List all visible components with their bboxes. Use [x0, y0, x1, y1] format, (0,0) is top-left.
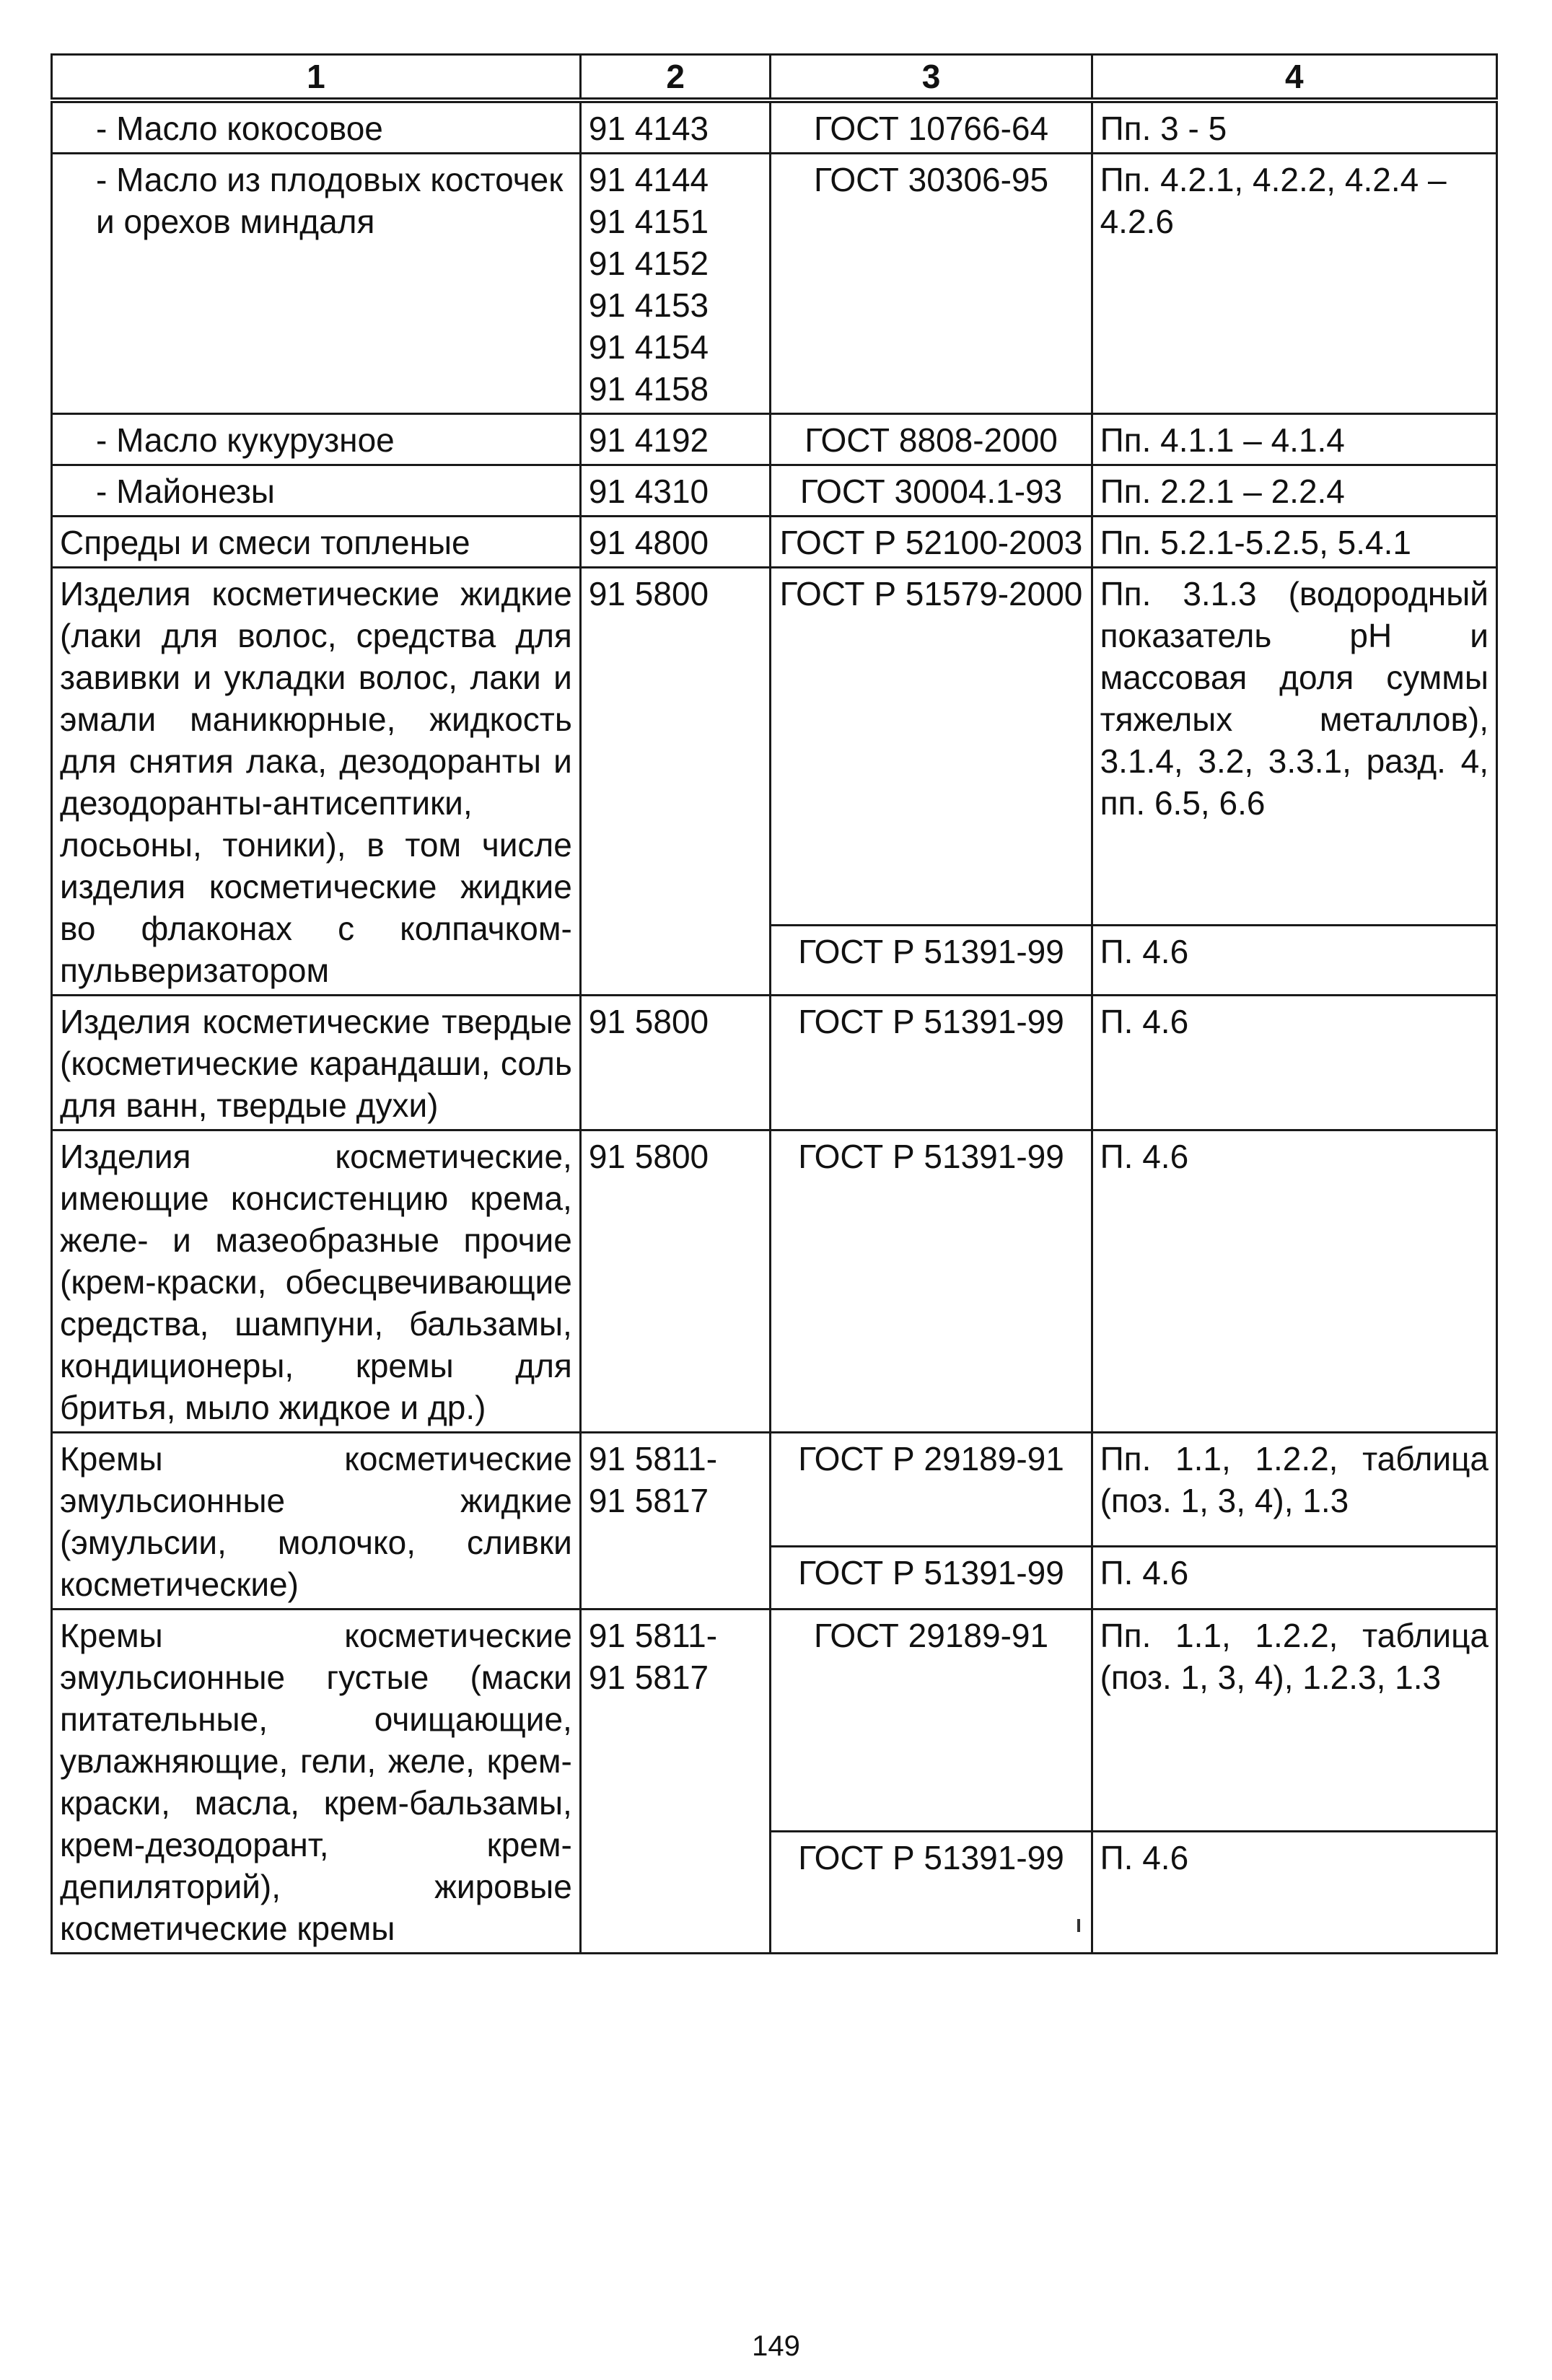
- product-name-cell: - Масло кокосовое: [52, 100, 581, 154]
- product-name-cell: Кремы косметические эмульсионные густые (маски питательные, очищающие, увлажняющие, гели, желе, крем-краски, масла, крем-бальзамы, крем-дезодорант, крем-депиляторий), жировые косметические кремы: [52, 1610, 581, 1954]
- clauses-cell: Пп. 3.1.3 (водородный показатель pH и массовая доля суммы тяжелых металлов), 3.1.4, 3.2, 3.3.1, разд. 4, пп. 6.5, 6.6: [1092, 568, 1496, 926]
- clauses-cell: П. 4.6: [1092, 1130, 1496, 1433]
- clauses-cell: П. 4.6: [1092, 1547, 1496, 1610]
- product-code-cell: [580, 1433, 771, 1610]
- product-name-cell: Кремы косметические эмульсионные жидкие (эмульсии, молочко, сливки косметические): [52, 1433, 581, 1610]
- product-code: 91 4154: [588, 328, 709, 366]
- scan-mark: [1077, 1919, 1080, 1932]
- table-row: [52, 1130, 1497, 1433]
- header-col-1: 1: [52, 55, 581, 101]
- clauses-cell: Пп. 3 - 5: [1092, 100, 1496, 154]
- table-row: [52, 154, 1497, 414]
- product-name-cell: - Масло из плодовых косточек и орехов миндаля: [52, 154, 581, 414]
- product-code: 91 4310: [588, 473, 709, 510]
- product-name-cell: Спреды и смеси топленые: [52, 517, 581, 568]
- product-code-cell: [580, 414, 771, 465]
- product-code-cell: [580, 517, 771, 568]
- product-code: 91 5817: [588, 1482, 709, 1519]
- product-code: 91 5811-: [588, 1617, 718, 1654]
- standard-cell: ГОСТ 30004.1-93: [771, 465, 1092, 517]
- table-body: [52, 100, 1497, 1954]
- product-name-cell: - Майонезы: [52, 465, 581, 517]
- product-code: 91 4152: [588, 245, 709, 282]
- standard-cell: ГОСТ Р 51391-99: [771, 1130, 1092, 1433]
- product-name-cell: Изделия косметические жидкие (лаки для волос, средства для завивки и укладки волос, лаки и эмали маникюрные, жидкость для снятия лака, дезодоранты и дезодоранты-антисептики, лосьоны, тоники), в том числе изделия косметические жидкие во флаконах с колпачком-пульверизатором: [52, 568, 581, 996]
- product-code-cell: [580, 996, 771, 1130]
- clauses-cell: Пп. 5.2.1-5.2.5, 5.4.1: [1092, 517, 1496, 568]
- standards-table: [51, 53, 1498, 1954]
- product-code: 91 4192: [588, 421, 709, 459]
- product-code: 91 4144: [588, 161, 709, 198]
- table-row: [52, 100, 1497, 154]
- clauses-cell: Пп. 1.1, 1.2.2, таблица (поз. 1, 3, 4), 1.3: [1092, 1433, 1496, 1547]
- standard-cell: ГОСТ 29189-91: [771, 1610, 1092, 1832]
- clauses-cell: Пп. 4.2.1, 4.2.2, 4.2.4 – 4.2.6: [1092, 154, 1496, 414]
- product-name-cell: Изделия косметические твердые (косметические карандаши, соль для ванн, твердые духи): [52, 996, 581, 1130]
- header-col-2: 2: [580, 55, 771, 101]
- standard-cell: ГОСТ Р 51579-2000: [771, 568, 1092, 926]
- product-code: 91 5800: [588, 1003, 709, 1040]
- clauses-cell: Пп. 2.2.1 – 2.2.4: [1092, 465, 1496, 517]
- clauses-cell: П. 4.6: [1092, 996, 1496, 1130]
- product-code-cell: [580, 1610, 771, 1954]
- product-code-cell: [580, 1130, 771, 1433]
- product-code: 91 5817: [588, 1659, 709, 1696]
- page-number: 149: [752, 2330, 800, 2362]
- standard-cell: ГОСТ Р 29189-91: [771, 1433, 1092, 1547]
- product-code: 91 5800: [588, 1138, 709, 1175]
- clauses-cell: П. 4.6: [1092, 925, 1496, 995]
- table-row: [52, 1610, 1497, 1832]
- product-code-cell: [580, 568, 771, 996]
- standard-cell: ГОСТ 30306-95: [771, 154, 1092, 414]
- product-code: 91 5800: [588, 575, 709, 612]
- standard-cell: ГОСТ Р 52100-2003: [771, 517, 1092, 568]
- standard-cell: ГОСТ Р 51391-99: [771, 1831, 1092, 1953]
- table-row: [52, 568, 1497, 926]
- product-code: 91 4158: [588, 370, 709, 408]
- table-row: [52, 517, 1497, 568]
- table-row: [52, 1433, 1497, 1547]
- product-name-cell: - Масло кукурузное: [52, 414, 581, 465]
- product-code-cell: [580, 465, 771, 517]
- standard-cell: ГОСТ 8808-2000: [771, 414, 1092, 465]
- standard-cell: ГОСТ Р 51391-99: [771, 925, 1092, 995]
- product-code-cell: [580, 100, 771, 154]
- table-row: [52, 996, 1497, 1130]
- header-col-4: 4: [1092, 55, 1496, 101]
- product-code: 91 4151: [588, 203, 709, 240]
- table-row: [52, 414, 1497, 465]
- standard-cell: ГОСТ Р 51391-99: [771, 1547, 1092, 1610]
- table-row: [52, 465, 1497, 517]
- product-code: 91 4143: [588, 110, 709, 147]
- table-header-row: [52, 55, 1497, 101]
- product-name-cell: Изделия косметические, имеющие консистенцию крема, желе- и мазеобразные прочие (крем-краски, обесцвечивающие средства, шампуни, бальзамы, кондиционеры, кремы для бритья, мыло жидкое и др.): [52, 1130, 581, 1433]
- product-code: 91 4153: [588, 286, 709, 324]
- product-code-cell: [580, 154, 771, 414]
- clauses-cell: П. 4.6: [1092, 1831, 1496, 1953]
- clauses-cell: Пп. 1.1, 1.2.2, таблица (поз. 1, 3, 4), 1.2.3, 1.3: [1092, 1610, 1496, 1832]
- standard-cell: ГОСТ Р 51391-99: [771, 996, 1092, 1130]
- standard-cell: ГОСТ 10766-64: [771, 100, 1092, 154]
- header-col-3: 3: [771, 55, 1092, 101]
- product-code: 91 5811-: [588, 1440, 718, 1477]
- product-code: 91 4800: [588, 524, 709, 561]
- clauses-cell: Пп. 4.1.1 – 4.1.4: [1092, 414, 1496, 465]
